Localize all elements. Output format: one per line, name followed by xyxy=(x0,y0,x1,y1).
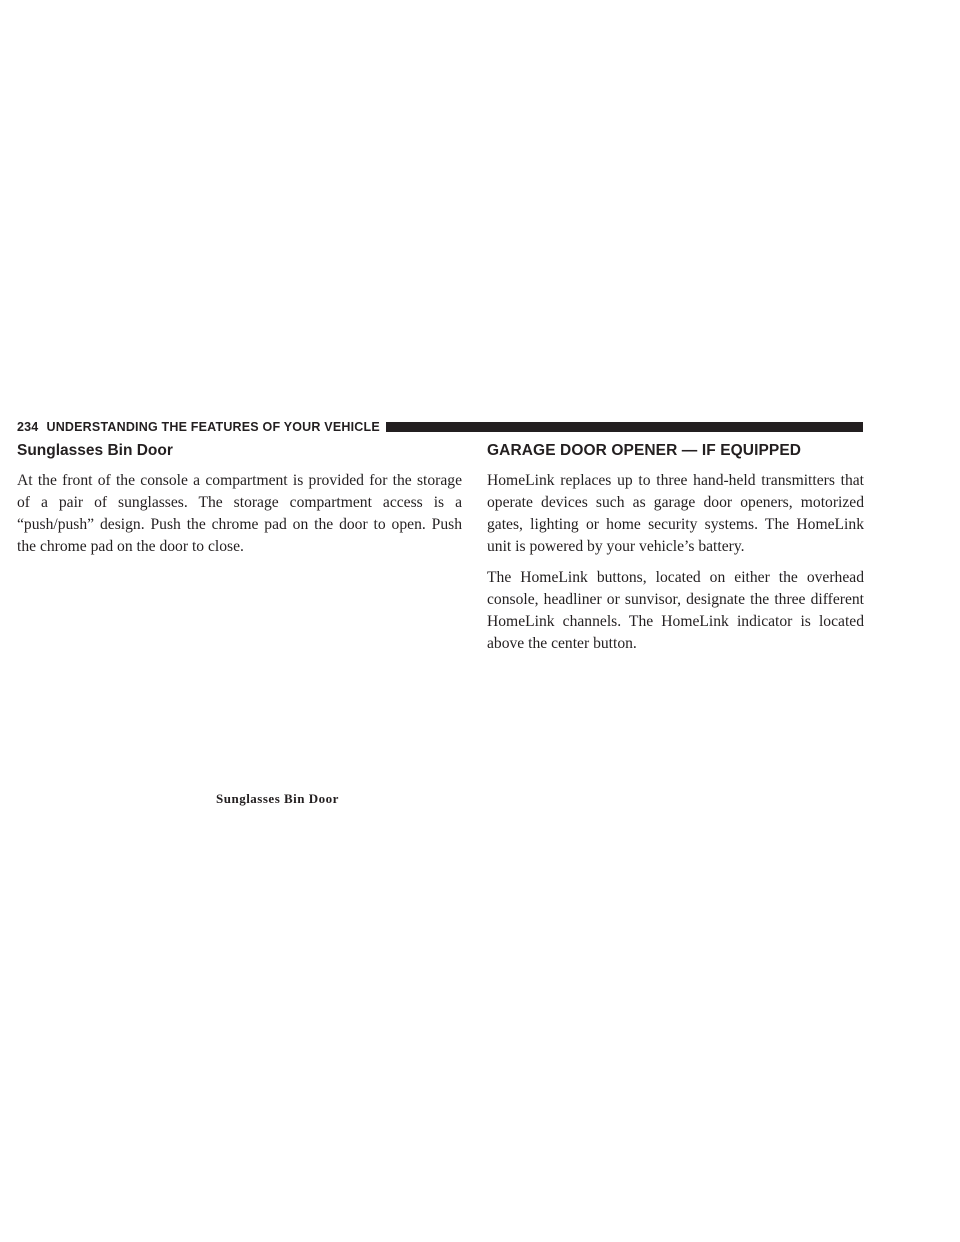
sunglasses-bin-heading: Sunglasses Bin Door xyxy=(17,442,173,459)
sunglasses-bin-figure xyxy=(17,585,462,783)
figure-caption: Sunglasses Bin Door xyxy=(216,791,339,806)
left-column xyxy=(17,441,462,567)
garage-door-opener-heading: GARAGE DOOR OPENER — IF EQUIPPED xyxy=(487,442,802,459)
page-header xyxy=(17,418,863,436)
homelink-paragraph-2: The HomeLink buttons, located on either the overhead console, headliner or sunvisor, designate the three different HomeLink channels. The HomeLink indicator is located above the center button. xyxy=(487,569,864,652)
sunglasses-bin-paragraph: At the front of the console a compartment is provided for the storage of a pair of sunglasses. The storage compartment access is a “push/push” design. Push the chrome pad on the door to open. Push the chrome pad on the door to close. xyxy=(17,472,462,555)
right-column xyxy=(487,441,864,664)
section-title: UNDERSTANDING THE FEATURES OF YOUR VEHICLE xyxy=(46,420,380,434)
page-number: 234 xyxy=(17,420,39,434)
header-rule xyxy=(386,422,863,432)
homelink-paragraph-1: HomeLink replaces up to three hand-held transmitters that operate devices such as garage door openers, motorized gates, lighting or home security systems. The HomeLink unit is powered by your vehicle’s battery. xyxy=(487,472,864,555)
